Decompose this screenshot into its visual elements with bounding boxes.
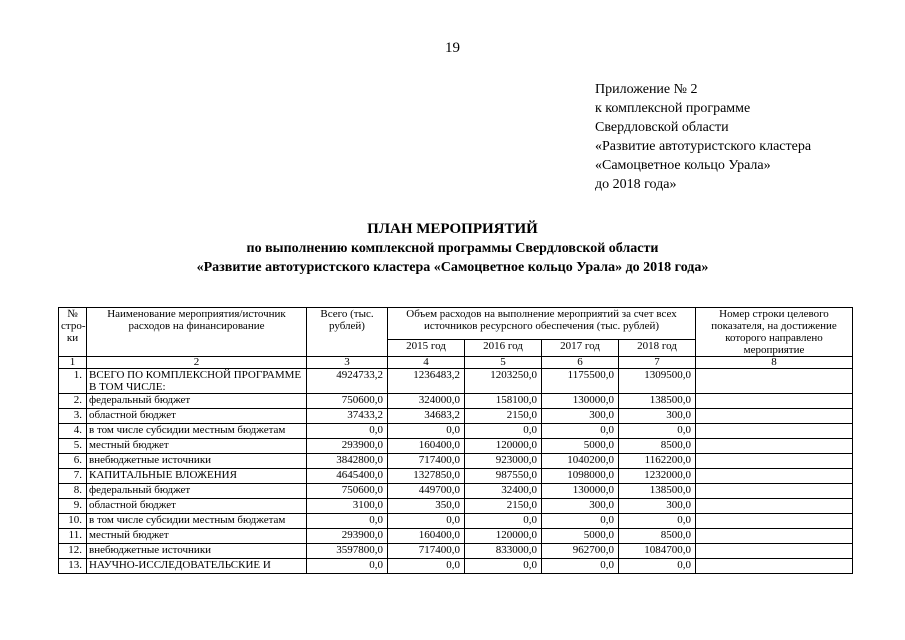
table-row	[59, 529, 853, 544]
year-2015-cell: 160400,0	[388, 439, 465, 454]
row-number-cell: 13.	[59, 559, 87, 574]
table-row	[59, 514, 853, 529]
row-number-cell: 9.	[59, 499, 87, 514]
row-number-cell: 4.	[59, 424, 87, 439]
year-2018-cell: 1309500,0	[619, 369, 696, 394]
year-2017-cell: 962700,0	[542, 544, 619, 559]
column-index: 1	[59, 357, 87, 369]
document-title	[0, 219, 905, 277]
row-name-cell: в том числе субсидии местным бюджетам	[87, 514, 307, 529]
year-2016-cell: 0,0	[465, 559, 542, 574]
appendix-line: «Самоцветное кольцо Урала»	[595, 158, 771, 173]
total-cell: 4924733,2	[307, 369, 388, 394]
target-row-cell	[696, 559, 853, 574]
row-name-cell: федеральный бюджет	[87, 394, 307, 409]
year-2018-cell: 8500,0	[619, 439, 696, 454]
year-2017-cell: 1175500,0	[542, 369, 619, 394]
target-row-cell	[696, 514, 853, 529]
target-row-cell	[696, 529, 853, 544]
appendix-line: Приложение № 2	[595, 82, 698, 97]
column-index: 2	[87, 357, 307, 369]
year-2016-cell: 833000,0	[465, 544, 542, 559]
appendix-line: Свердловской области	[595, 120, 729, 135]
year-2015-cell: 350,0	[388, 499, 465, 514]
year-2015-cell: 449700,0	[388, 484, 465, 499]
table-row	[59, 439, 853, 454]
year-2018-cell: 1232000,0	[619, 469, 696, 484]
target-row-cell	[696, 454, 853, 469]
year-2018-cell: 138500,0	[619, 484, 696, 499]
row-number-cell: 2.	[59, 394, 87, 409]
header-total: Всего (тыс. рублей)	[307, 308, 388, 357]
row-number-cell: 10.	[59, 514, 87, 529]
row-name-cell: внебюджетные источники	[87, 544, 307, 559]
row-number-cell: 5.	[59, 439, 87, 454]
table-row	[59, 424, 853, 439]
row-name-cell: областной бюджет	[87, 409, 307, 424]
year-2016-cell: 158100,0	[465, 394, 542, 409]
year-2015-cell: 0,0	[388, 424, 465, 439]
table-row	[59, 369, 853, 394]
title-line-2: по выполнению комплексной программы Свердловской области	[246, 241, 659, 256]
total-cell: 293900,0	[307, 439, 388, 454]
year-2016-cell: 120000,0	[465, 439, 542, 454]
year-2016-cell: 2150,0	[465, 409, 542, 424]
year-2017-cell: 0,0	[542, 424, 619, 439]
year-2017-cell: 0,0	[542, 559, 619, 574]
row-name-cell: местный бюджет	[87, 439, 307, 454]
year-2017-cell: 1098000,0	[542, 469, 619, 484]
row-name-cell: внебюджетные источники	[87, 454, 307, 469]
total-cell: 37433,2	[307, 409, 388, 424]
year-2018-cell: 138500,0	[619, 394, 696, 409]
title-line-1: ПЛАН МЕРОПРИЯТИЙ	[367, 221, 538, 237]
total-cell: 3100,0	[307, 499, 388, 514]
row-number-cell: 8.	[59, 484, 87, 499]
row-number-cell: 11.	[59, 529, 87, 544]
row-number-cell: 6.	[59, 454, 87, 469]
appendix-line: «Развитие автотуристского кластера	[595, 139, 812, 154]
target-row-cell	[696, 394, 853, 409]
total-cell: 0,0	[307, 559, 388, 574]
total-cell: 3842800,0	[307, 454, 388, 469]
total-cell: 3597800,0	[307, 544, 388, 559]
page-number: 19	[445, 40, 460, 56]
year-2016-cell: 987550,0	[465, 469, 542, 484]
year-2015-cell: 0,0	[388, 514, 465, 529]
title-line-3: «Развитие автотуристского кластера «Самоцветное кольцо Урала» до 2018 года»	[196, 260, 709, 275]
year-2016-cell: 0,0	[465, 514, 542, 529]
year-2017-cell: 130000,0	[542, 394, 619, 409]
row-name-cell: федеральный бюджет	[87, 484, 307, 499]
year-2015-cell: 0,0	[388, 559, 465, 574]
year-2017-cell: 5000,0	[542, 529, 619, 544]
year-2015-cell: 1327850,0	[388, 469, 465, 484]
header-target-row: Номер строки целевого показателя, на достижение которого направлено мероприятие	[696, 308, 853, 357]
year-2018-cell: 1084700,0	[619, 544, 696, 559]
row-name-cell: НАУЧНО-ИССЛЕДОВАТЕЛЬСКИЕ И	[87, 559, 307, 574]
column-index: 3	[307, 357, 388, 369]
target-row-cell	[696, 484, 853, 499]
year-2018-cell: 300,0	[619, 499, 696, 514]
header-row-number: № стро-ки	[59, 308, 87, 357]
table-row	[59, 469, 853, 484]
header-name: Наименование мероприятия/источник расходов на финансирование	[87, 308, 307, 357]
table-row	[59, 499, 853, 514]
year-2018-cell: 0,0	[619, 559, 696, 574]
total-cell: 0,0	[307, 514, 388, 529]
appendix-line: до 2018 года»	[595, 177, 677, 192]
target-row-cell	[696, 499, 853, 514]
total-cell: 293900,0	[307, 529, 388, 544]
row-number-cell: 3.	[59, 409, 87, 424]
target-row-cell	[696, 469, 853, 484]
target-row-cell	[696, 424, 853, 439]
year-2015-cell: 717400,0	[388, 454, 465, 469]
year-2018-cell: 0,0	[619, 514, 696, 529]
table-row	[59, 394, 853, 409]
year-2015-cell: 34683,2	[388, 409, 465, 424]
year-2017-cell: 5000,0	[542, 439, 619, 454]
row-number-cell: 7.	[59, 469, 87, 484]
column-index: 6	[542, 357, 619, 369]
row-name-cell: ВСЕГО ПО КОМПЛЕКСНОЙ ПРОГРАММЕ В ТОМ ЧИСЛЕ:	[87, 369, 307, 394]
total-cell: 4645400,0	[307, 469, 388, 484]
column-index: 5	[465, 357, 542, 369]
year-2016-cell: 2150,0	[465, 499, 542, 514]
table-row	[59, 544, 853, 559]
column-index: 8	[696, 357, 853, 369]
year-2017-cell: 1040200,0	[542, 454, 619, 469]
plan-table	[58, 307, 853, 574]
year-2017-cell: 300,0	[542, 499, 619, 514]
year-2016-cell: 0,0	[465, 424, 542, 439]
year-2018-cell: 8500,0	[619, 529, 696, 544]
table-row	[59, 454, 853, 469]
table-row	[59, 484, 853, 499]
row-name-cell: в том числе субсидии местным бюджетам	[87, 424, 307, 439]
table-row	[59, 409, 853, 424]
year-2016-cell: 32400,0	[465, 484, 542, 499]
year-2017-cell: 0,0	[542, 514, 619, 529]
header-year: 2016 год	[465, 340, 542, 357]
year-2015-cell: 160400,0	[388, 529, 465, 544]
header-year: 2018 год	[619, 340, 696, 357]
year-2016-cell: 120000,0	[465, 529, 542, 544]
table-row	[59, 559, 853, 574]
total-cell: 750600,0	[307, 484, 388, 499]
year-2017-cell: 300,0	[542, 409, 619, 424]
year-2015-cell: 717400,0	[388, 544, 465, 559]
header-expenses-group: Объем расходов на выполнение мероприятий за счет всех источников ресурсного обеспечения (тыс. рублей)	[388, 308, 696, 340]
appendix-line: к комплексной программе	[595, 101, 751, 116]
year-2016-cell: 923000,0	[465, 454, 542, 469]
year-2016-cell: 1203250,0	[465, 369, 542, 394]
target-row-cell	[696, 369, 853, 394]
year-2015-cell: 1236483,2	[388, 369, 465, 394]
year-2018-cell: 1162200,0	[619, 454, 696, 469]
header-year: 2017 год	[542, 340, 619, 357]
total-cell: 750600,0	[307, 394, 388, 409]
target-row-cell	[696, 409, 853, 424]
year-2015-cell: 324000,0	[388, 394, 465, 409]
year-2018-cell: 300,0	[619, 409, 696, 424]
target-row-cell	[696, 544, 853, 559]
appendix-block	[595, 80, 811, 194]
year-2018-cell: 0,0	[619, 424, 696, 439]
row-name-cell: областной бюджет	[87, 499, 307, 514]
column-index: 4	[388, 357, 465, 369]
row-name-cell: КАПИТАЛЬНЫЕ ВЛОЖЕНИЯ	[87, 469, 307, 484]
total-cell: 0,0	[307, 424, 388, 439]
column-index: 7	[619, 357, 696, 369]
row-name-cell: местный бюджет	[87, 529, 307, 544]
target-row-cell	[696, 439, 853, 454]
header-year: 2015 год	[388, 340, 465, 357]
row-number-cell: 1.	[59, 369, 87, 394]
year-2017-cell: 130000,0	[542, 484, 619, 499]
row-number-cell: 12.	[59, 544, 87, 559]
